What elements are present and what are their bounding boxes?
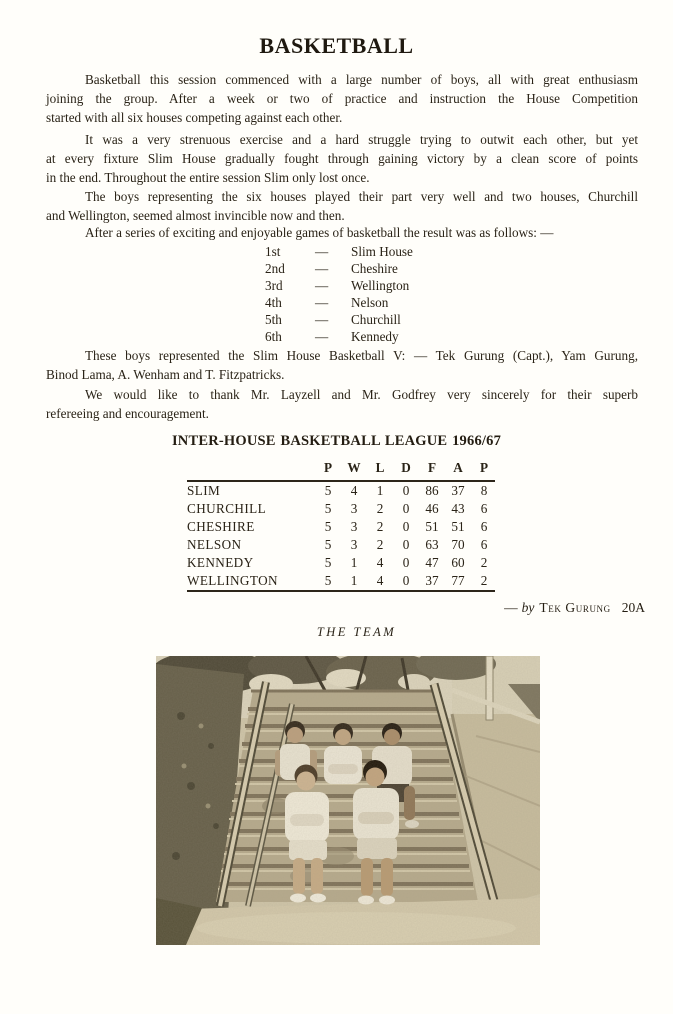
team-photo-illustration	[156, 656, 540, 945]
cell-drawn: 0	[402, 555, 410, 570]
cell-for: 46	[425, 501, 439, 516]
cell-points: 2	[480, 573, 488, 588]
cell-played: 5	[324, 573, 332, 588]
league-row	[187, 554, 497, 572]
photo-grain	[156, 656, 540, 945]
league-title: INTER-HOUSE BASKETBALL LEAGUE 1966/67	[171, 433, 502, 449]
result-house: Slim House	[351, 244, 413, 259]
league-row	[187, 518, 497, 536]
paragraph	[46, 347, 638, 385]
cell-against: 37	[451, 483, 465, 498]
cell-drawn: 0	[402, 573, 410, 588]
league-table	[187, 458, 497, 592]
cell-won: 1	[350, 573, 358, 588]
cell-for: 37	[425, 573, 439, 588]
cell-played: 5	[324, 519, 332, 534]
header-cell: P	[323, 460, 333, 475]
result-dash: —	[315, 278, 329, 293]
result-row	[265, 260, 413, 277]
cell-lost: 2	[376, 501, 384, 516]
league-row	[187, 482, 497, 500]
byline-author: Tek Gurung	[539, 600, 611, 615]
byline	[504, 600, 645, 616]
cell-for: 63	[425, 537, 439, 552]
cell-for: 86	[425, 483, 439, 498]
result-position: 2nd	[265, 261, 285, 276]
header-cell: F	[427, 460, 437, 475]
page-title: BASKETBALL	[259, 33, 414, 58]
league-row	[187, 572, 497, 590]
cell-won: 3	[350, 501, 358, 516]
paragraph	[46, 188, 638, 226]
result-dash: —	[315, 312, 329, 327]
text-line: These boys represented the Slim House Basketball V: — Tek Gurung (Capt.), Yam Gurung,	[85, 348, 638, 363]
cell-house: SLIM	[187, 483, 221, 498]
byline-by: by	[521, 600, 535, 615]
league-header-row	[187, 458, 497, 480]
cell-house: WELLINGTON	[187, 573, 278, 588]
header-cell: L	[375, 460, 385, 475]
result-dash: —	[315, 329, 329, 344]
cell-for: 47	[425, 555, 439, 570]
text-line: Basketball this session commenced with a large number of boys, all with great enthusiasm	[85, 72, 638, 87]
cell-lost: 2	[376, 537, 384, 552]
result-row	[265, 243, 413, 260]
header-cell: A	[453, 460, 463, 475]
photo-caption: THE TEAM	[316, 625, 397, 639]
result-dash: —	[315, 261, 329, 276]
cell-points: 6	[480, 501, 488, 516]
result-position: 5th	[265, 312, 282, 327]
result-row	[265, 294, 413, 311]
cell-house: CHURCHILL	[187, 501, 267, 516]
result-house: Cheshire	[351, 261, 398, 276]
cell-points: 6	[480, 537, 488, 552]
cell-against: 77	[451, 573, 465, 588]
text-line: and Wellington, seemed almost invincible now and then.	[46, 207, 345, 223]
result-house: Churchill	[351, 312, 401, 327]
text-line: refereeing and encouragement.	[46, 405, 209, 421]
paragraph	[46, 131, 638, 187]
cell-against: 43	[451, 501, 465, 516]
cell-won: 1	[350, 555, 358, 570]
cell-won: 3	[350, 537, 358, 552]
cell-points: 2	[480, 555, 488, 570]
cell-against: 60	[451, 555, 465, 570]
text-line: The boys representing the six houses played their part very well and two houses, Churchill	[85, 189, 638, 204]
cell-for: 51	[425, 519, 439, 534]
text-line: Binod Lama, A. Wenham and T. Fitzpatricks.	[46, 366, 285, 382]
cell-lost: 1	[376, 483, 384, 498]
paragraph	[46, 71, 638, 127]
header-cell: W	[347, 460, 361, 475]
text-line: It was a very strenuous exercise and a hard struggle trying to outwit each other, but yet	[85, 132, 638, 147]
table-rule-bottom	[187, 590, 495, 592]
text-line: in the end. Throughout the entire session Slim only lost once.	[46, 169, 370, 185]
cell-played: 5	[324, 555, 332, 570]
result-position: 3rd	[265, 278, 283, 293]
cell-house: KENNEDY	[187, 555, 254, 570]
cell-drawn: 0	[402, 537, 410, 552]
cell-won: 4	[350, 483, 358, 498]
cell-drawn: 0	[402, 519, 410, 534]
cell-played: 5	[324, 501, 332, 516]
text-line: We would like to thank Mr. Layzell and Mr. Godfrey very sincerely for their superb	[85, 387, 638, 402]
cell-drawn: 0	[402, 483, 410, 498]
cell-house: CHESHIRE	[187, 519, 255, 534]
header-cell: D	[401, 460, 411, 475]
result-position: 6th	[265, 329, 282, 344]
cell-lost: 4	[376, 555, 384, 570]
header-cell: P	[479, 460, 489, 475]
cell-played: 5	[324, 537, 332, 552]
paragraph	[46, 224, 638, 243]
text-line: After a series of exciting and enjoyable games of basketball the result was as follows: —	[85, 225, 554, 240]
result-row	[265, 311, 413, 328]
league-row	[187, 536, 497, 554]
text-line: at every fixture Slim House gradually fought through gaining victory by a clean score of points	[46, 150, 638, 166]
result-row	[265, 277, 413, 294]
result-dash: —	[315, 295, 329, 310]
cell-lost: 2	[376, 519, 384, 534]
header-cell-house	[187, 458, 315, 480]
cell-points: 6	[480, 519, 488, 534]
results-list	[265, 243, 413, 345]
paragraph	[46, 386, 638, 424]
result-row	[265, 328, 413, 345]
cell-points: 8	[480, 483, 488, 498]
text-line: started with all six houses competing against each other.	[46, 109, 343, 125]
result-position: 4th	[265, 295, 282, 310]
byline-dash: —	[504, 600, 518, 615]
cell-house: NELSON	[187, 537, 242, 552]
result-house: Wellington	[351, 278, 410, 293]
result-position: 1st	[265, 244, 281, 259]
byline-form: 20A	[621, 600, 645, 615]
team-photo	[156, 656, 540, 945]
league-row	[187, 500, 497, 518]
cell-played: 5	[324, 483, 332, 498]
text-line: joining the group. After a week or two of practice and instruction the House Competition	[46, 90, 638, 106]
cell-lost: 4	[376, 573, 384, 588]
cell-won: 3	[350, 519, 358, 534]
result-dash: —	[315, 244, 329, 259]
cell-against: 70	[451, 537, 465, 552]
result-house: Nelson	[351, 295, 389, 310]
result-house: Kennedy	[351, 329, 399, 344]
cell-drawn: 0	[402, 501, 410, 516]
cell-against: 51	[451, 519, 465, 534]
